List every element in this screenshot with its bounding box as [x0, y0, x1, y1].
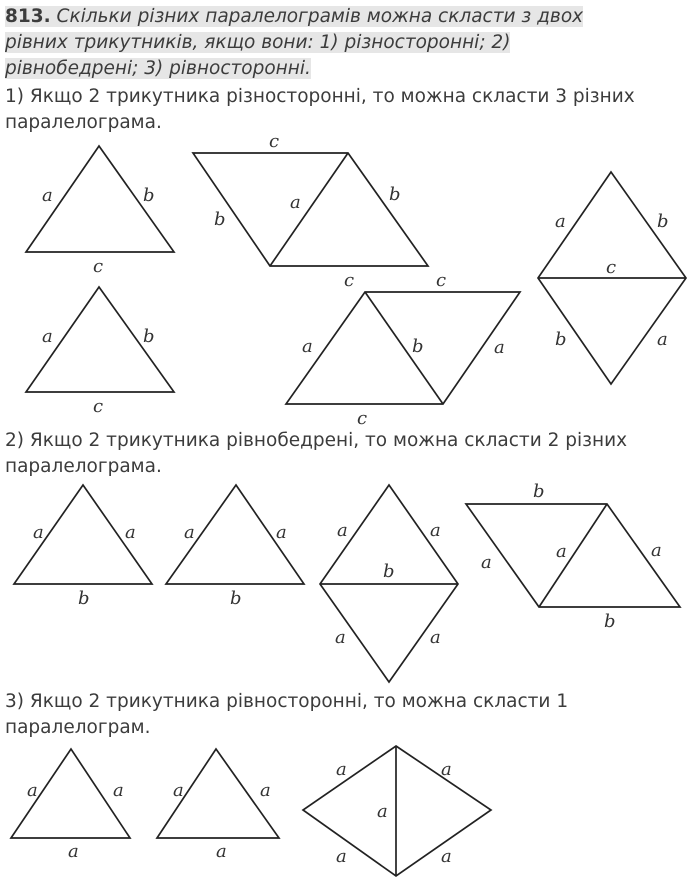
side-label: b — [657, 211, 669, 232]
side-label: a — [337, 520, 348, 541]
side-label: a — [125, 522, 136, 543]
side-label: a — [113, 780, 124, 801]
side-label: b — [143, 326, 155, 347]
scalene-triangle-2 — [26, 287, 174, 417]
side-label: b — [214, 209, 226, 230]
side-label: a — [336, 846, 347, 867]
side-label: c — [93, 396, 104, 417]
side-label: a — [555, 211, 566, 232]
side-label: a — [430, 520, 441, 541]
side-label: b — [78, 588, 90, 609]
side-label: a — [42, 185, 53, 206]
side-label: a — [42, 326, 53, 347]
side-label: a — [173, 780, 184, 801]
case-2-text: 2) Якщо 2 трикутника рівнобедрені, то можна скласти 2 різних паралелограма. — [5, 430, 628, 477]
side-label: a — [33, 522, 44, 543]
side-label: a — [494, 337, 505, 358]
isosceles-triangle-1 — [14, 485, 152, 609]
side-label: a — [276, 522, 287, 543]
problem-number: 813. — [5, 6, 51, 27]
side-label: c — [436, 270, 447, 291]
parallelogram-2 — [286, 270, 520, 429]
side-label: c — [357, 408, 368, 429]
side-label: b — [412, 336, 424, 357]
isosceles-rhombus — [320, 485, 458, 682]
side-label: a — [260, 780, 271, 801]
side-label: a — [27, 780, 38, 801]
side-label: c — [344, 270, 355, 291]
side-label: a — [216, 841, 227, 862]
side-label: b — [604, 611, 616, 632]
side-label: a — [68, 841, 79, 862]
side-label: b — [389, 184, 401, 205]
parallelogram-3-rhombus — [538, 172, 686, 384]
side-label: a — [657, 329, 668, 350]
problem-text: Скільки різних паралелограмів можна скласти з двох рівних трикутників, якщо вони: 1) різносторонні; 2) рівнобедрені; 3) рівносторонні. — [5, 6, 584, 79]
side-label: b — [143, 185, 155, 206]
equilateral-rhombus — [303, 746, 491, 876]
side-label: c — [269, 131, 280, 152]
case-1-text: 1) Якщо 2 трикутника різносторонні, то можна скласти 3 різних паралелограма. — [5, 86, 635, 133]
equilateral-triangle-1 — [11, 749, 130, 862]
side-label: a — [430, 627, 441, 648]
side-label: a — [556, 541, 567, 562]
side-label: a — [441, 759, 452, 780]
side-label: b — [533, 481, 545, 502]
side-label: a — [290, 192, 301, 213]
isosceles-triangle-2 — [166, 485, 304, 609]
side-label: a — [335, 627, 346, 648]
side-label: b — [555, 329, 567, 350]
scalene-triangle-1 — [26, 146, 174, 277]
side-label: a — [481, 552, 492, 573]
side-label: b — [230, 588, 242, 609]
equilateral-triangle-2 — [157, 749, 279, 862]
side-label: b — [383, 561, 395, 582]
side-label: a — [441, 846, 452, 867]
side-label: c — [606, 257, 617, 278]
isosceles-parallelogram — [466, 481, 680, 632]
side-label: c — [93, 256, 104, 277]
side-label: a — [377, 801, 388, 822]
side-label: a — [336, 759, 347, 780]
side-label: a — [184, 522, 195, 543]
parallelogram-1 — [193, 131, 428, 291]
side-label: a — [651, 540, 662, 561]
case-3-text: 3) Якщо 2 трикутника рівносторонні, то можна скласти 1 паралелограм. — [5, 691, 569, 738]
side-label: a — [302, 336, 313, 357]
